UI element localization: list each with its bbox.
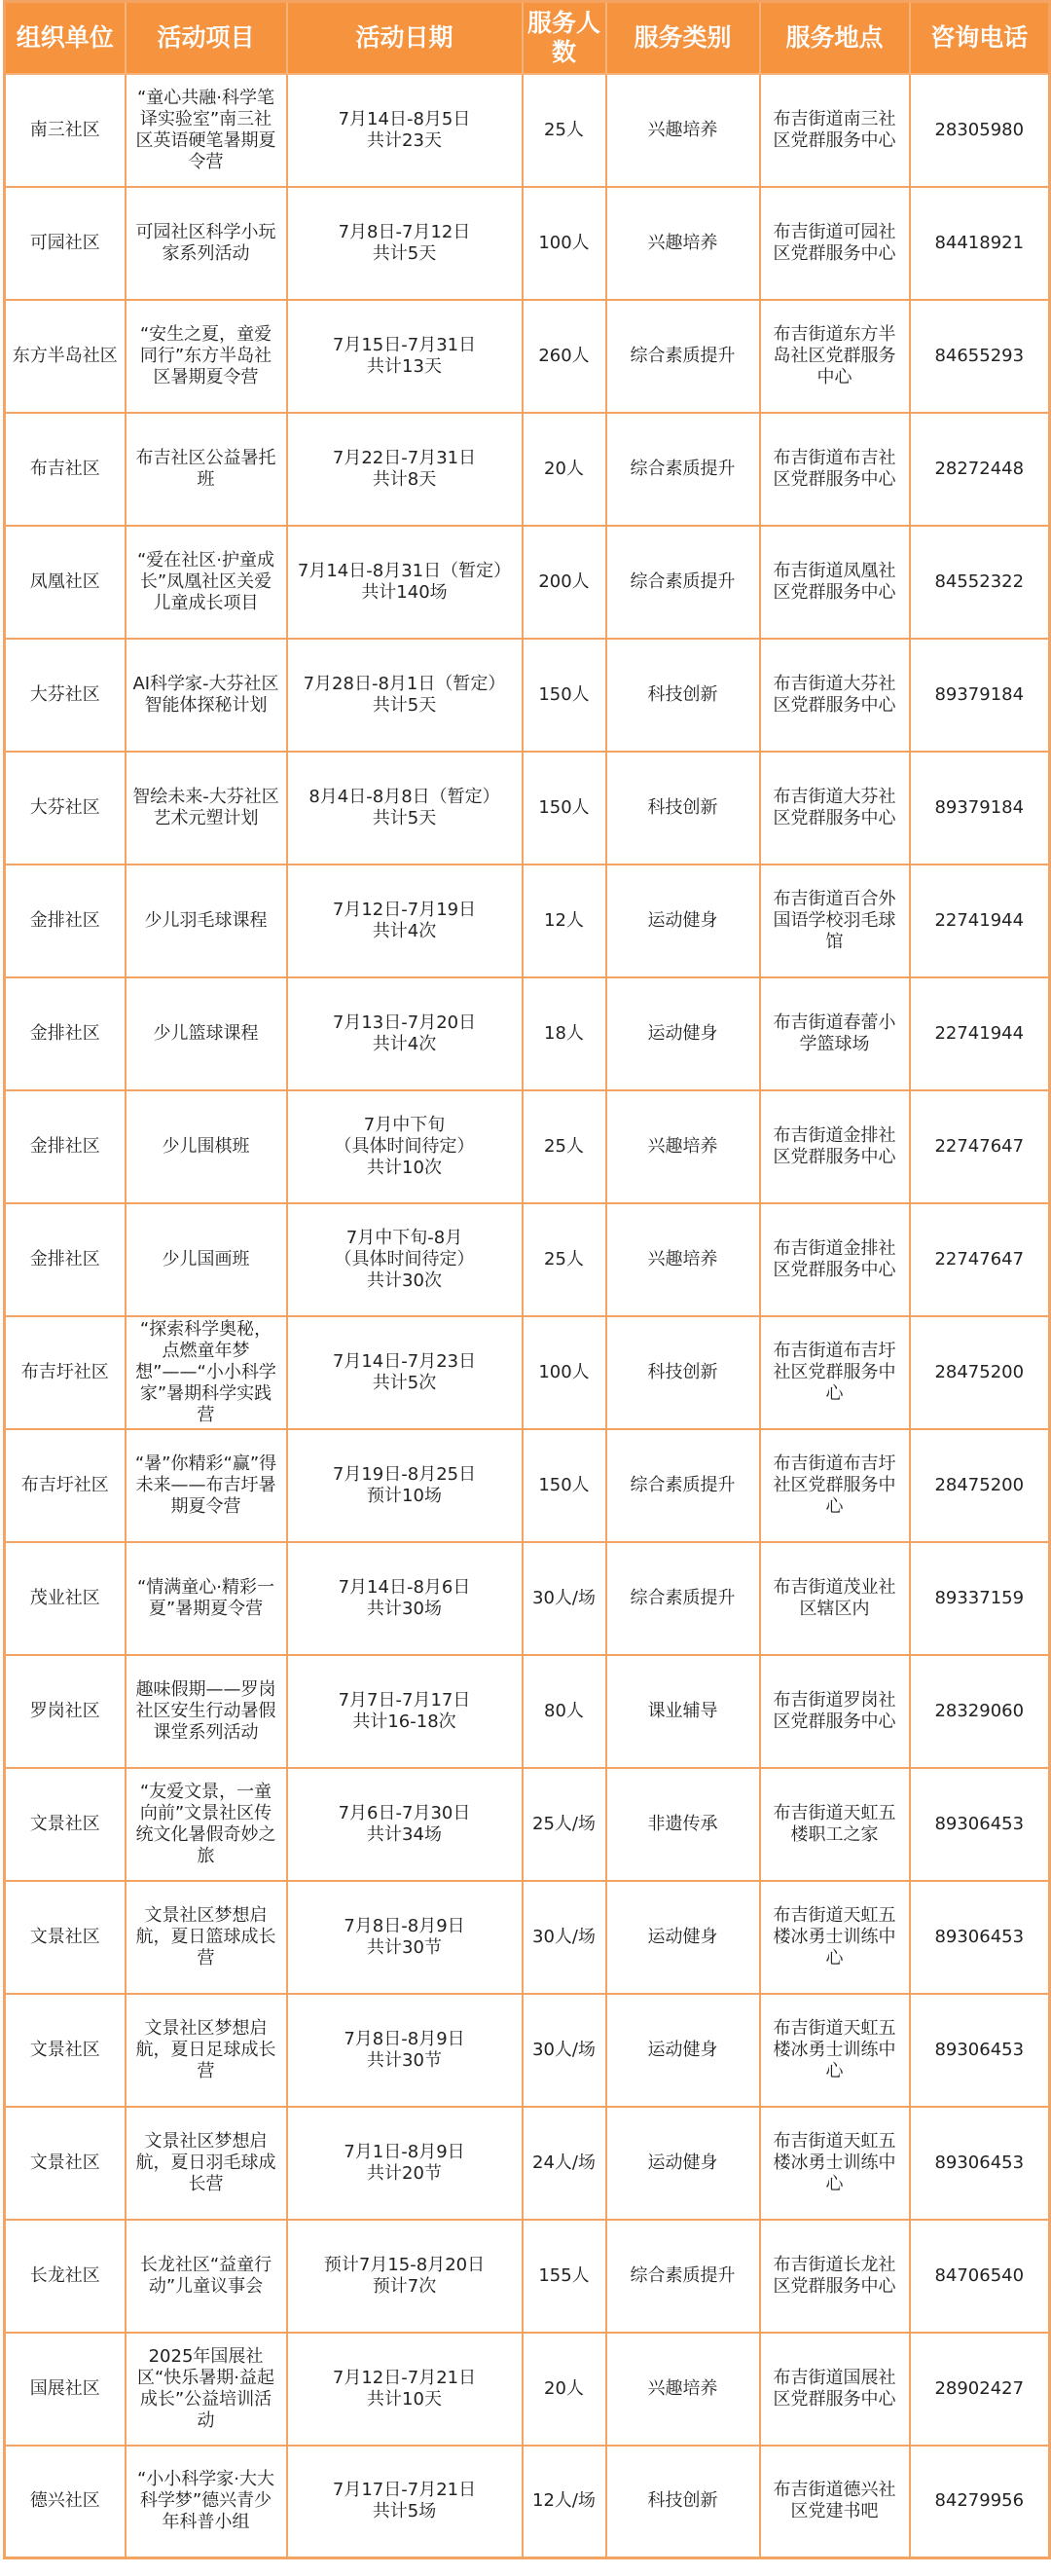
category-cell: 运动健身 — [606, 1881, 760, 1994]
date-cell: 8月4日-8月8日（暂定） 共计5天 — [287, 752, 523, 865]
org-cell: 罗岗社区 — [5, 1655, 126, 1768]
phone-cell: 28329060 — [910, 1655, 1050, 1768]
location-cell: 布吉街道天虹五楼冰勇士训练中心 — [760, 1994, 910, 2107]
date-cell: 7月13日-7月20日 共计4次 — [287, 977, 523, 1090]
location-cell: 布吉街道茂业社区辖区内 — [760, 1542, 910, 1655]
category-cell: 综合素质提升 — [606, 300, 760, 413]
category-cell: 课业辅导 — [606, 1655, 760, 1768]
header-category: 服务类别 — [606, 2, 760, 74]
phone-cell: 89379184 — [910, 752, 1050, 865]
table-row — [5, 526, 1050, 639]
category-cell: 综合素质提升 — [606, 526, 760, 639]
org-cell: 可园社区 — [5, 187, 126, 300]
category-cell: 运动健身 — [606, 1994, 760, 2107]
date-cell: 7月中下旬 （具体时间待定） 共计10次 — [287, 1090, 523, 1203]
phone-cell: 22747647 — [910, 1203, 1050, 1316]
date-cell: 7月14日-7月23日 共计5次 — [287, 1316, 523, 1429]
location-cell: 布吉街道凤凰社区党群服务中心 — [760, 526, 910, 639]
project-cell: “暑”你精彩“赢”得未来——布吉圩暑期夏令营 — [126, 1429, 287, 1542]
org-cell: 凤凰社区 — [5, 526, 126, 639]
table-row — [5, 413, 1050, 526]
org-cell: 南三社区 — [5, 74, 126, 187]
category-cell: 科技创新 — [606, 1316, 760, 1429]
phone-cell: 28305980 — [910, 74, 1050, 187]
count-cell: 25人 — [523, 1090, 606, 1203]
phone-cell: 84655293 — [910, 300, 1050, 413]
location-cell: 布吉街道春蕾小学篮球场 — [760, 977, 910, 1090]
count-cell: 25人 — [523, 1203, 606, 1316]
count-cell: 155人 — [523, 2220, 606, 2333]
category-cell: 非遗传承 — [606, 1768, 760, 1881]
project-cell: 布吉社区公益暑托班 — [126, 413, 287, 526]
location-cell: 布吉街道天虹五楼职工之家 — [760, 1768, 910, 1881]
org-cell: 布吉圩社区 — [5, 1316, 126, 1429]
project-cell: “爱在社区·护童成长”凤凰社区关爱儿童成长项目 — [126, 526, 287, 639]
project-cell: 智绘未来-大芬社区艺术元塑计划 — [126, 752, 287, 865]
org-cell: 文景社区 — [5, 1768, 126, 1881]
count-cell: 12人 — [523, 865, 606, 977]
project-cell: 少儿篮球课程 — [126, 977, 287, 1090]
table-row — [5, 1881, 1050, 1994]
org-cell: 文景社区 — [5, 2107, 126, 2220]
count-cell: 20人 — [523, 413, 606, 526]
date-cell: 7月14日-8月31日（暂定） 共计140场 — [287, 526, 523, 639]
table-row — [5, 2333, 1050, 2446]
table-row — [5, 187, 1050, 300]
project-cell: 可园社区科学小玩家系列活动 — [126, 187, 287, 300]
header-phone: 咨询电话 — [910, 2, 1050, 74]
table-row — [5, 1655, 1050, 1768]
project-cell: 少儿国画班 — [126, 1203, 287, 1316]
org-cell: 金排社区 — [5, 977, 126, 1090]
location-cell: 布吉街道布吉圩社区党群服务中心 — [760, 1429, 910, 1542]
project-cell: “童心共融·科学笔译实验室”南三社区英语硬笔暑期夏令营 — [126, 74, 287, 187]
location-cell: 布吉街道百合外国语学校羽毛球馆 — [760, 865, 910, 977]
phone-cell: 84279956 — [910, 2446, 1050, 2558]
table-row — [5, 2446, 1050, 2558]
date-cell: 7月14日-8月5日 共计23天 — [287, 74, 523, 187]
date-cell: 7月8日-7月12日 共计5天 — [287, 187, 523, 300]
location-cell: 布吉街道大芬社区党群服务中心 — [760, 752, 910, 865]
count-cell: 30人/场 — [523, 1881, 606, 1994]
location-cell: 布吉街道长龙社区党群服务中心 — [760, 2220, 910, 2333]
date-cell: 预计7月15-8月20日 预计7次 — [287, 2220, 523, 2333]
date-cell: 7月19日-8月25日 预计10场 — [287, 1429, 523, 1542]
phone-cell: 89306453 — [910, 1768, 1050, 1881]
category-cell: 兴趣培养 — [606, 1090, 760, 1203]
org-cell: 大芬社区 — [5, 639, 126, 752]
phone-cell: 28272448 — [910, 413, 1050, 526]
table-row — [5, 1542, 1050, 1655]
date-cell: 7月6日-7月30日 共计34场 — [287, 1768, 523, 1881]
location-cell: 布吉街道金排社区党群服务中心 — [760, 1090, 910, 1203]
table-body — [5, 74, 1050, 2558]
org-cell: 长龙社区 — [5, 2220, 126, 2333]
location-cell: 布吉街道国展社区党群服务中心 — [760, 2333, 910, 2446]
table-row — [5, 300, 1050, 413]
count-cell: 260人 — [523, 300, 606, 413]
location-cell: 布吉街道大芬社区党群服务中心 — [760, 639, 910, 752]
date-cell: 7月28日-8月1日（暂定） 共计5天 — [287, 639, 523, 752]
phone-cell: 89337159 — [910, 1542, 1050, 1655]
category-cell: 科技创新 — [606, 639, 760, 752]
table-row — [5, 639, 1050, 752]
phone-cell: 28475200 — [910, 1429, 1050, 1542]
category-cell: 兴趣培养 — [606, 1203, 760, 1316]
date-cell: 7月12日-7月19日 共计4次 — [287, 865, 523, 977]
count-cell: 150人 — [523, 1429, 606, 1542]
date-cell: 7月17日-7月21日 共计5场 — [287, 2446, 523, 2558]
org-cell: 金排社区 — [5, 1090, 126, 1203]
phone-cell: 84552322 — [910, 526, 1050, 639]
location-cell: 布吉街道德兴社区党建书吧 — [760, 2446, 910, 2558]
phone-cell: 22747647 — [910, 1090, 1050, 1203]
table-row — [5, 977, 1050, 1090]
location-cell: 布吉街道罗岗社区党群服务中心 — [760, 1655, 910, 1768]
category-cell: 运动健身 — [606, 2107, 760, 2220]
count-cell: 150人 — [523, 639, 606, 752]
table-row — [5, 1429, 1050, 1542]
phone-cell: 84418921 — [910, 187, 1050, 300]
project-cell: “情满童心·精彩一夏”暑期夏令营 — [126, 1542, 287, 1655]
project-cell: AI科学家-大芬社区智能体探秘计划 — [126, 639, 287, 752]
phone-cell: 28475200 — [910, 1316, 1050, 1429]
project-cell: 少儿围棋班 — [126, 1090, 287, 1203]
count-cell: 24人/场 — [523, 2107, 606, 2220]
phone-cell: 89306453 — [910, 1881, 1050, 1994]
date-cell: 7月1日-8月9日 共计20节 — [287, 2107, 523, 2220]
phone-cell: 22741944 — [910, 977, 1050, 1090]
table-header — [5, 2, 1050, 74]
phone-cell: 22741944 — [910, 865, 1050, 977]
project-cell: “安生之夏，童爱同行”东方半岛社区暑期夏令营 — [126, 300, 287, 413]
location-cell: 布吉街道天虹五楼冰勇士训练中心 — [760, 2107, 910, 2220]
date-cell: 7月15日-7月31日 共计13天 — [287, 300, 523, 413]
table-row — [5, 1316, 1050, 1429]
header-project: 活动项目 — [126, 2, 287, 74]
count-cell: 80人 — [523, 1655, 606, 1768]
count-cell: 12人/场 — [523, 2446, 606, 2558]
category-cell: 综合素质提升 — [606, 2220, 760, 2333]
table-row — [5, 1994, 1050, 2107]
org-cell: 德兴社区 — [5, 2446, 126, 2558]
phone-cell: 89306453 — [910, 2107, 1050, 2220]
phone-cell: 28902427 — [910, 2333, 1050, 2446]
date-cell: 7月12日-7月21日 共计10天 — [287, 2333, 523, 2446]
location-cell: 布吉街道布吉社区党群服务中心 — [760, 413, 910, 526]
activity-table — [3, 0, 1051, 2559]
count-cell: 20人 — [523, 2333, 606, 2446]
count-cell: 18人 — [523, 977, 606, 1090]
category-cell: 兴趣培养 — [606, 2333, 760, 2446]
project-cell: 2025年国展社区“快乐暑期·益起成长”公益培训活动 — [126, 2333, 287, 2446]
org-cell: 布吉圩社区 — [5, 1429, 126, 1542]
org-cell: 茂业社区 — [5, 1542, 126, 1655]
table-row — [5, 752, 1050, 865]
project-cell: 文景社区梦想启航，夏日篮球成长营 — [126, 1881, 287, 1994]
count-cell: 30人/场 — [523, 1994, 606, 2107]
count-cell: 25人/场 — [523, 1768, 606, 1881]
date-cell: 7月22日-7月31日 共计8天 — [287, 413, 523, 526]
phone-cell: 84706540 — [910, 2220, 1050, 2333]
count-cell: 25人 — [523, 74, 606, 187]
org-cell: 文景社区 — [5, 1994, 126, 2107]
date-cell: 7月8日-8月9日 共计30节 — [287, 1994, 523, 2107]
category-cell: 科技创新 — [606, 2446, 760, 2558]
count-cell: 200人 — [523, 526, 606, 639]
table-row — [5, 74, 1050, 187]
date-cell: 7月14日-8月6日 共计30场 — [287, 1542, 523, 1655]
org-cell: 金排社区 — [5, 865, 126, 977]
category-cell: 运动健身 — [606, 865, 760, 977]
org-cell: 布吉社区 — [5, 413, 126, 526]
header-org: 组织单位 — [5, 2, 126, 74]
org-cell: 金排社区 — [5, 1203, 126, 1316]
count-cell: 100人 — [523, 1316, 606, 1429]
location-cell: 布吉街道可园社区党群服务中心 — [760, 187, 910, 300]
category-cell: 综合素质提升 — [606, 413, 760, 526]
date-cell: 7月中下旬-8月 （具体时间待定） 共计30次 — [287, 1203, 523, 1316]
category-cell: 兴趣培养 — [606, 74, 760, 187]
table-row — [5, 865, 1050, 977]
project-cell: 文景社区梦想启航，夏日足球成长营 — [126, 1994, 287, 2107]
table-row — [5, 1090, 1050, 1203]
project-cell: “探索科学奥秘，点燃童年梦想”——“小小科学家”暑期科学实践营 — [126, 1316, 287, 1429]
phone-cell: 89306453 — [910, 1994, 1050, 2107]
category-cell: 科技创新 — [606, 752, 760, 865]
category-cell: 综合素质提升 — [606, 1429, 760, 1542]
category-cell: 综合素质提升 — [606, 1542, 760, 1655]
org-cell: 国展社区 — [5, 2333, 126, 2446]
project-cell: 文景社区梦想启航，夏日羽毛球成长营 — [126, 2107, 287, 2220]
phone-cell: 89379184 — [910, 639, 1050, 752]
date-cell: 7月8日-8月9日 共计30节 — [287, 1881, 523, 1994]
location-cell: 布吉街道东方半岛社区党群服务中心 — [760, 300, 910, 413]
project-cell: “友爱文景，一童向前”文景社区传统文化暑假奇妙之旅 — [126, 1768, 287, 1881]
count-cell: 30人/场 — [523, 1542, 606, 1655]
location-cell: 布吉街道布吉圩社区党群服务中心 — [760, 1316, 910, 1429]
table-row — [5, 1768, 1050, 1881]
header-count: 服务人数 — [523, 2, 606, 74]
location-cell: 布吉街道南三社区党群服务中心 — [760, 74, 910, 187]
project-cell: 少儿羽毛球课程 — [126, 865, 287, 977]
table-row — [5, 2107, 1050, 2220]
category-cell: 运动健身 — [606, 977, 760, 1090]
org-cell: 东方半岛社区 — [5, 300, 126, 413]
date-cell: 7月7日-7月17日 共计16-18次 — [287, 1655, 523, 1768]
table-row — [5, 1203, 1050, 1316]
header-location: 服务地点 — [760, 2, 910, 74]
location-cell: 布吉街道天虹五楼冰勇士训练中心 — [760, 1881, 910, 1994]
header-date: 活动日期 — [287, 2, 523, 74]
table-row — [5, 2220, 1050, 2333]
project-cell: 长龙社区“益童行动”儿童议事会 — [126, 2220, 287, 2333]
count-cell: 150人 — [523, 752, 606, 865]
location-cell: 布吉街道金排社区党群服务中心 — [760, 1203, 910, 1316]
org-cell: 文景社区 — [5, 1881, 126, 1994]
header-row — [5, 2, 1050, 74]
org-cell: 大芬社区 — [5, 752, 126, 865]
project-cell: “小小科学家·大大科学梦”德兴青少年科普小组 — [126, 2446, 287, 2558]
count-cell: 100人 — [523, 187, 606, 300]
category-cell: 兴趣培养 — [606, 187, 760, 300]
project-cell: 趣味假期——罗岗社区安生行动暑假课堂系列活动 — [126, 1655, 287, 1768]
